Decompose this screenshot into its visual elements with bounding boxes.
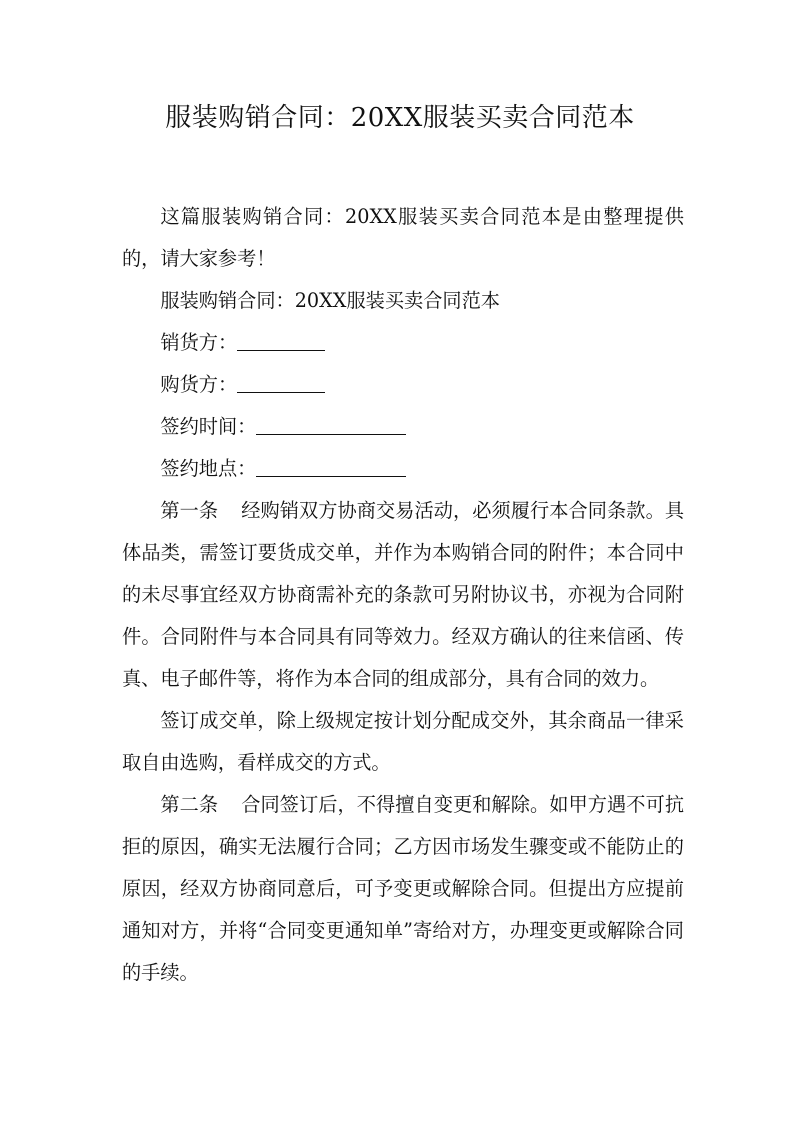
- article-2-paragraph: [122, 784, 684, 994]
- subtitle-line: 服装购销合同：20XX服装买卖合同范本: [160, 289, 500, 312]
- seller-field: [122, 322, 684, 364]
- intro-paragraph: 这篇服装购销合同：20XX服装买卖合同范本是由整理提供的，请大家参考！: [122, 205, 684, 270]
- seller-label: 销货方：: [160, 331, 238, 354]
- buyer-field: [122, 364, 684, 406]
- buyer-blank-line: [237, 372, 325, 393]
- sign-place-blank-line: [256, 456, 406, 477]
- article-1-text: 经购销双方协商交易活动，必须履行本合同条款。具体品类，需签订要货成交单，并作为本购销合同的附件；本合同中的未尽事宜经双方协商需补充的条款可另附协议书，亦视为合同附件。合同附件与本合同具有同等效力。经双方确认的往来信函、传真、电子邮件等，将作为本合同的组成部分，具有合同的效力。: [122, 499, 685, 690]
- sign-time-blank-line: [256, 414, 406, 435]
- article-1-paragraph: [122, 490, 684, 700]
- sign-place-field: [122, 448, 684, 490]
- article-1-heading: 第一条: [160, 499, 219, 522]
- article-2-heading: 第二条: [160, 793, 219, 816]
- buyer-label: 购货方：: [160, 373, 238, 396]
- seller-blank-line: [237, 330, 325, 351]
- order-paragraph: 签订成交单，除上级规定按计划分配成交外，其余商品一律采取自由选购，看样成交的方式。: [122, 709, 684, 774]
- document-body: [122, 196, 684, 994]
- sign-place-label: 签约地点：: [160, 457, 257, 480]
- document-title: 服装购销合同：20XX服装买卖合同范本: [165, 103, 635, 133]
- sign-time-field: [122, 406, 684, 448]
- sign-time-label: 签约时间：: [160, 415, 257, 438]
- article-2-text: 合同签订后，不得擅自变更和解除。如甲方遇不可抗拒的原因，确实无法履行合同；乙方因市场发生骤变或不能防止的原因，经双方协商同意后，可予变更或解除合同。但提出方应提前通知对方，并将“合同变更通知单”寄给对方，办理变更或解除合同的手续。: [122, 793, 685, 984]
